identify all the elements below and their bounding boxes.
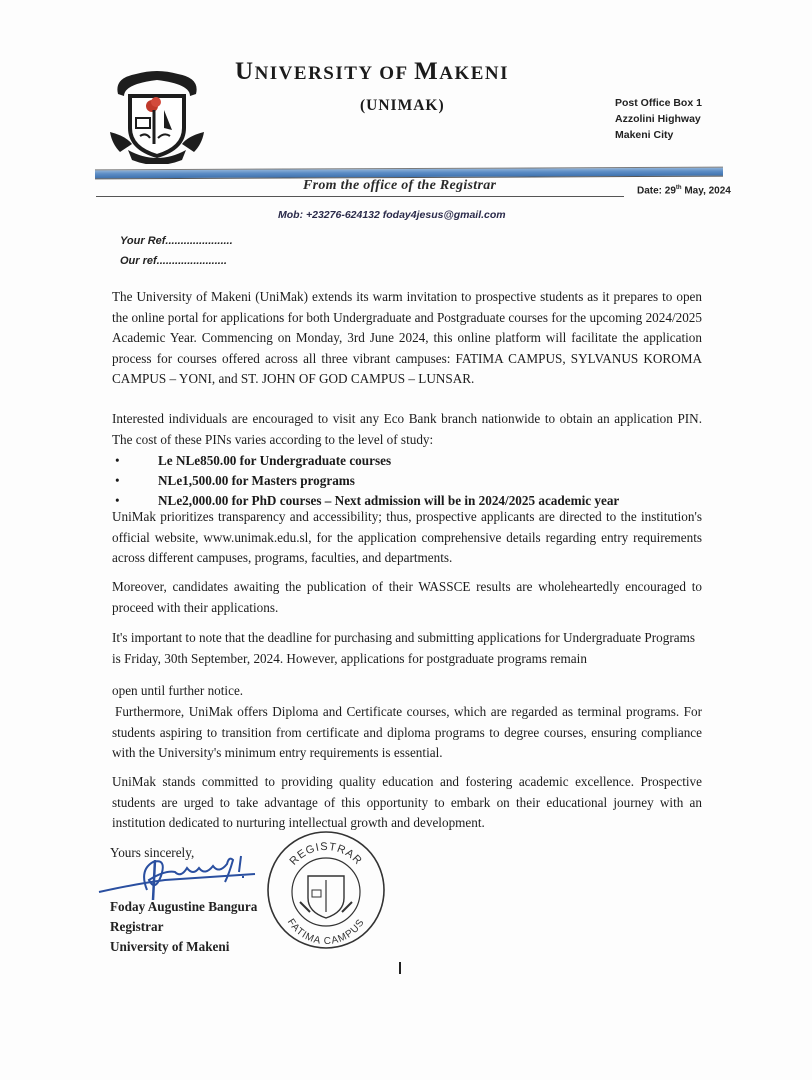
list-item: • Le NLe850.00 for Undergraduate courses [112, 451, 702, 471]
signatory-name: Foday Augustine Bangura [110, 899, 258, 914]
paragraph-pin-info: Interested individuals are encouraged to visit any Eco Bank branch nationwide to obtain an application PIN. The cost of these PINs varies according to the level of study: [112, 411, 702, 447]
list-item: • NLe2,000.00 for PhD courses – Next admission will be in 2024/2025 academic year [112, 491, 702, 511]
signatory-block [110, 897, 257, 957]
letter-date: Date: 29th May, 2024 [637, 185, 731, 197]
paragraph-wassce: Moreover, candidates awaiting the publication of their WASSCE results are wholeheartedly encouraged to proceed with their applications. [112, 579, 702, 615]
postal-address [615, 95, 702, 143]
paragraph-invitation: The University of Makeni (UniMak) extends its warm invitation to prospective students as it prepares to open the online portal for applications for both Undergraduate and Postgraduate courses for the upcoming 2024/2025 Academic Year. Commencing on Monday, 3rd June 2024, this online platform will facilitate the application process for courses offered across all three vibrant campuses: FATIMA CAMPUS, SYLVANUS KOROMA CAMPUS – YONI, and ST. JOHN OF GOD CAMPUS – LUNSAR. [112, 289, 702, 386]
address-line: Azzolini Highway [615, 113, 701, 125]
paragraph-transparency: UniMak prioritizes transparency and accessibility; thus, prospective applicants are directed to the institution's official website, www.unimak.edu.sl, for the application comprehensive details regarding entry requirements across different campuses, programs, faculties, and departments. [112, 509, 702, 565]
our-ref: Our ref....................... [120, 255, 227, 267]
office-rule [96, 196, 624, 197]
svg-text:REGISTRAR: REGISTRAR [287, 840, 365, 868]
page-number-mark [399, 962, 401, 974]
paragraph-deadline-cont: open until further notice. [112, 683, 244, 698]
address-line: Makeni City [615, 129, 674, 141]
bullet-icon: • [115, 473, 120, 488]
university-abbreviation: (UNIMAK) [360, 97, 445, 114]
registrar-stamp-icon [264, 828, 389, 953]
pin-cost-list [112, 451, 702, 511]
reference-block [120, 231, 233, 271]
closing-salutation: Yours sincerely, [110, 845, 195, 860]
your-ref: Your Ref...................... [120, 235, 233, 247]
university-crest-icon [106, 66, 208, 164]
address-line: Post Office Box 1 [615, 97, 702, 109]
paragraph-commitment: UniMak stands committed to providing quality education and fostering academic excellence. Prospective students are urged to take advantage of this opportunity to embark on their educational journey with an institution dedicated to nurturing intellectual growth and development. [112, 774, 702, 830]
bullet-icon: • [115, 493, 120, 508]
office-heading: From the office of the Registrar [303, 178, 497, 193]
list-item: • NLe1,500.00 for Masters programs [112, 471, 702, 491]
university-name: UNIVERSITY OF MAKENI [235, 58, 510, 85]
signatory-org: University of Makeni [110, 939, 230, 954]
paragraph-diploma: Furthermore, UniMak offers Diploma and Certificate courses, which are regarded as terminal programs. For students aspiring to transition from certificate and diploma programs to degree courses, ensuring compliance with the University's minimum entry requirements is essential. [112, 704, 702, 760]
contact-line: Mob: +23276-624132 foday4jesus@gmail.com [278, 209, 506, 221]
paragraph-deadline: It's important to note that the deadline for purchasing and submitting applications for Undergraduate Programs is Friday, 30th September, 2024. However, applications for postgraduate programs remain [112, 630, 695, 666]
signatory-role: Registrar [110, 919, 164, 934]
svg-text:FATIMA CAMPUS: FATIMA CAMPUS [284, 916, 368, 948]
bullet-icon: • [115, 453, 120, 468]
